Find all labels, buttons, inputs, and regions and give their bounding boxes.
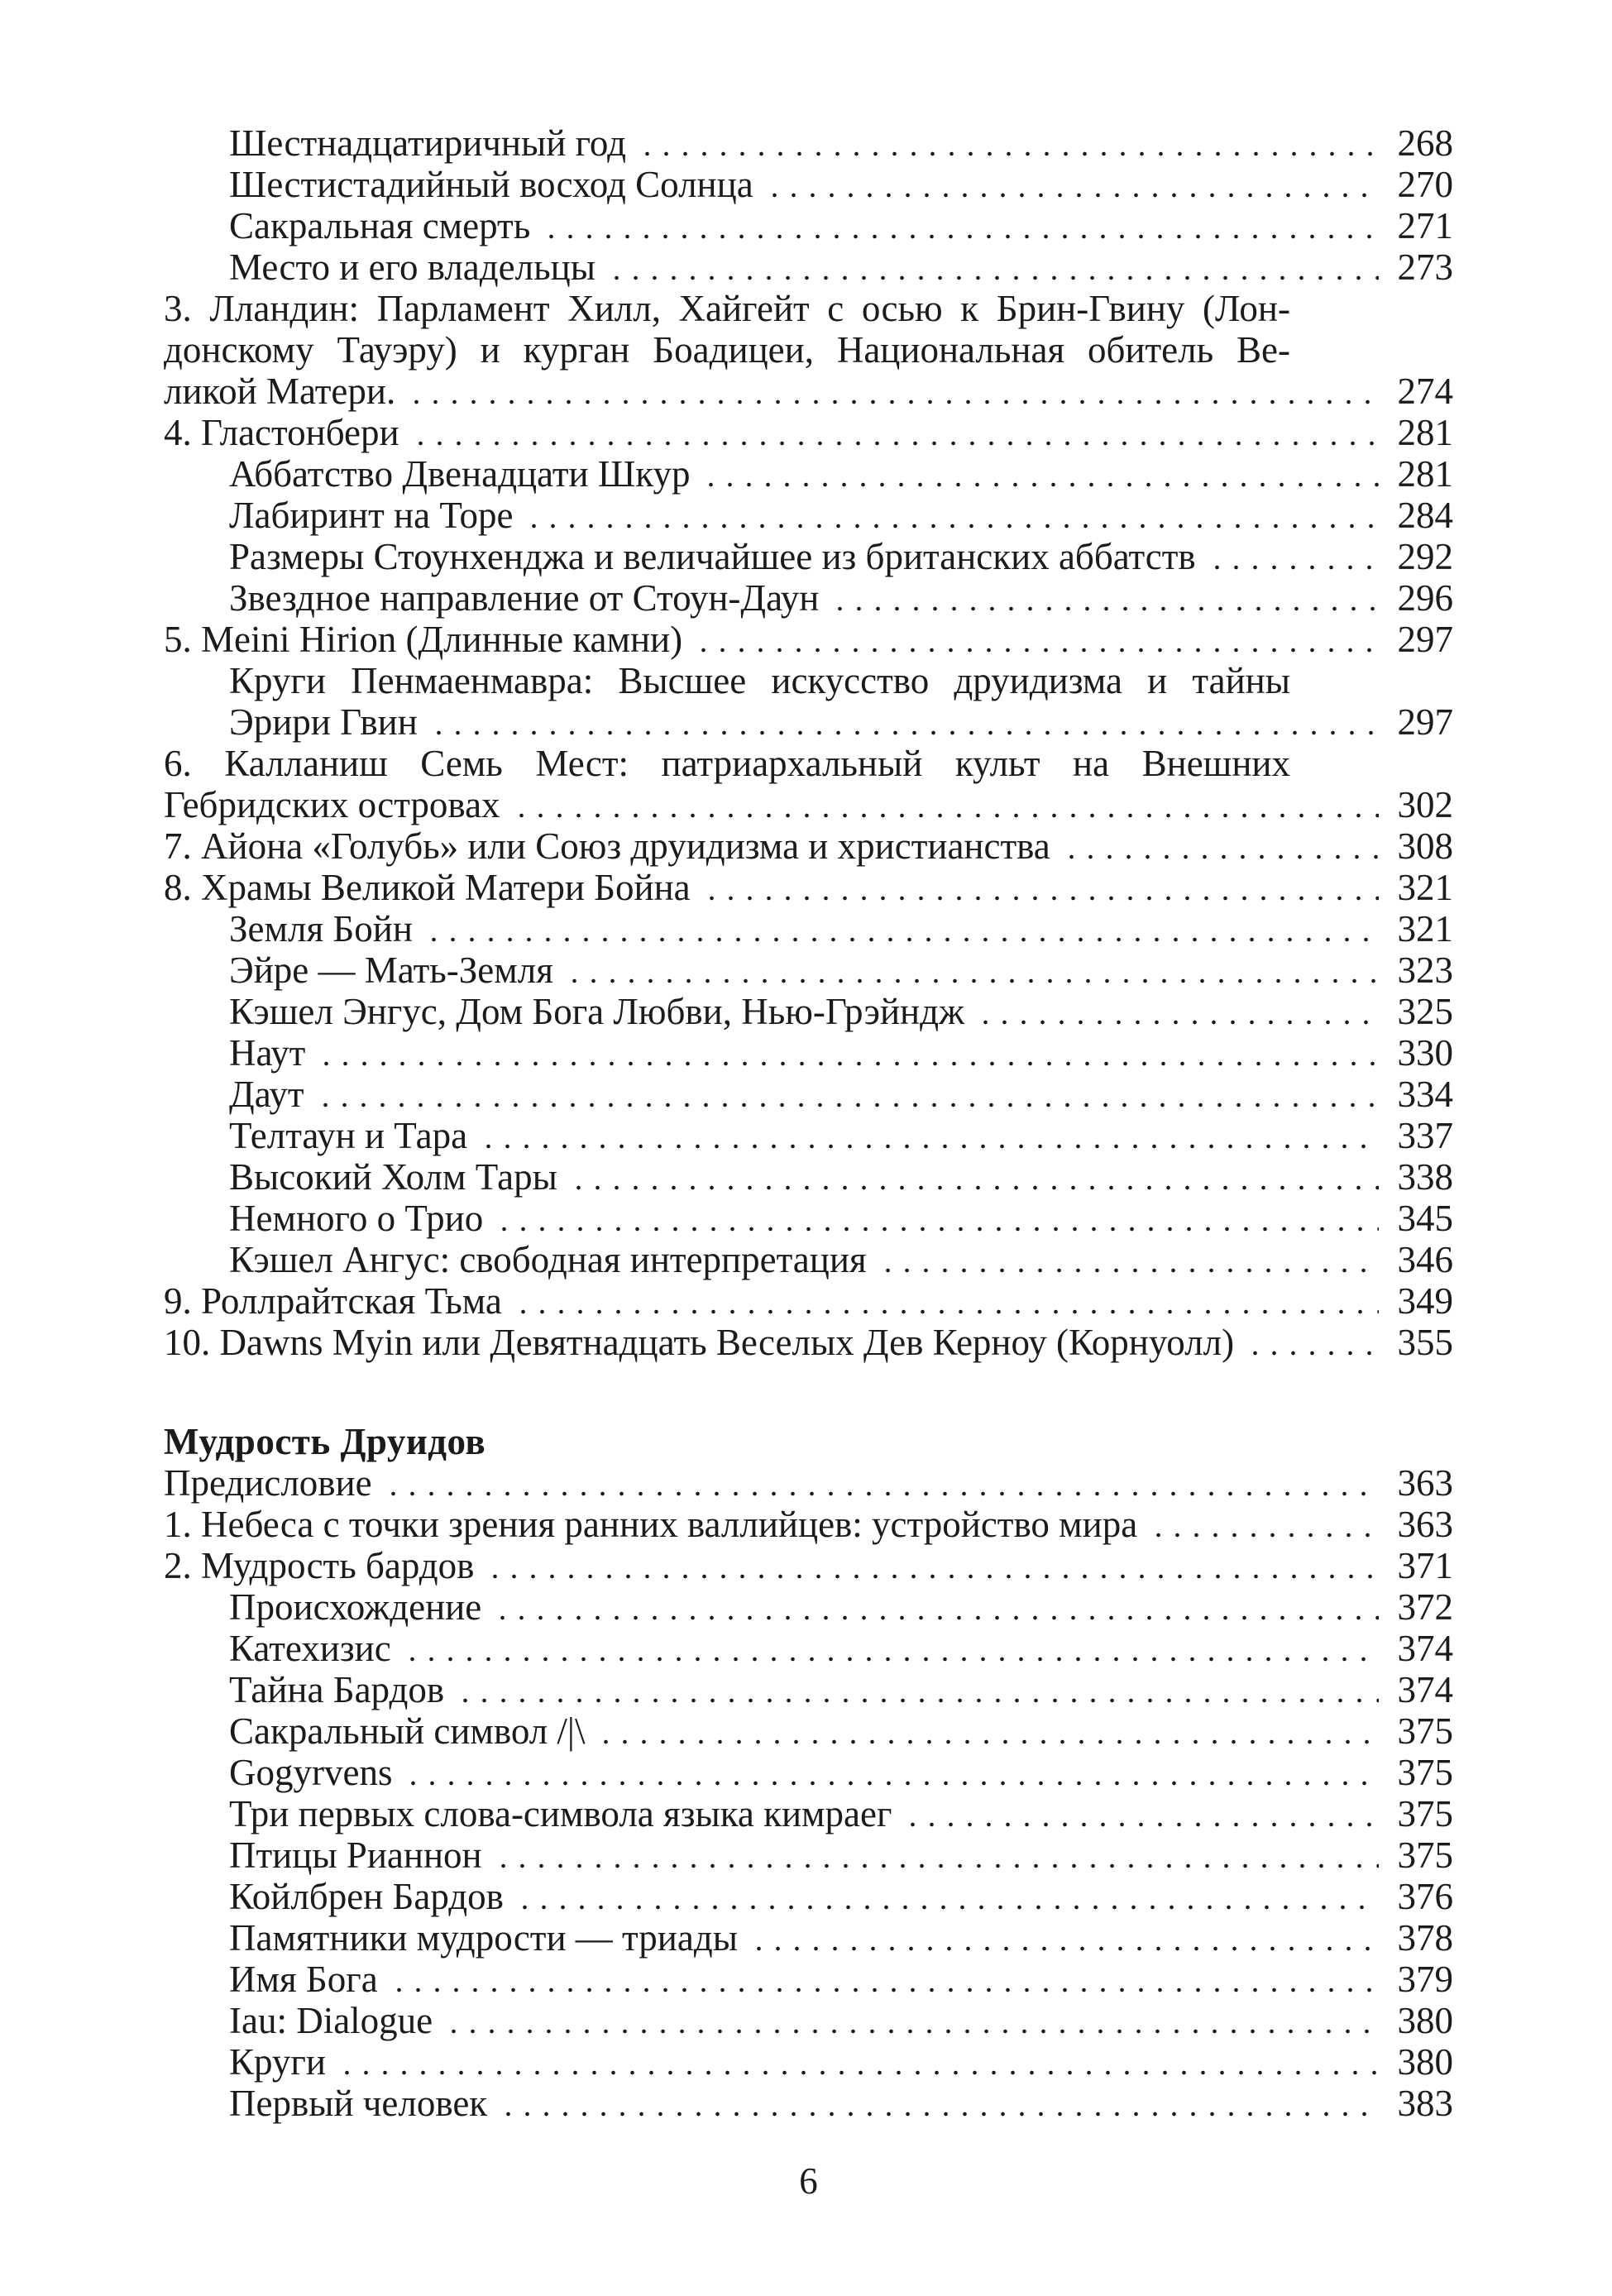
- toc-entry-line: [164, 1032, 1453, 1074]
- entry-page-number: 380: [1397, 2041, 1453, 2083]
- toc-entry-label: 1. Небеса с точки зрения ранних валлийцев: устройство мира: [164, 1504, 1138, 1545]
- dotted-leader: [1147, 1504, 1379, 1545]
- dotted-leader: [701, 867, 1379, 908]
- entry-page-number: 281: [1397, 412, 1453, 453]
- entry-page-number: 321: [1397, 867, 1453, 908]
- toc-entry-line: [164, 246, 1453, 288]
- entry-page-number: 349: [1397, 1280, 1453, 1322]
- toc-entry-line: [164, 1504, 1453, 1545]
- dotted-leader: [748, 1917, 1379, 1959]
- toc-entry-line: [164, 1752, 1453, 1793]
- toc-entry-line: [164, 908, 1453, 949]
- toc-entry-label: Немного о Трио: [229, 1198, 484, 1239]
- toc-entry-label: Шестнадцатиричный год: [229, 122, 627, 164]
- toc-entry-label: 7. Айона «Голубь» или Союз друидизма и христианства: [164, 825, 1050, 867]
- toc-entry-label: Происхождение: [229, 1586, 482, 1628]
- toc-entry-label: Птицы Рианнон: [229, 1834, 482, 1876]
- entry-page-number: 346: [1397, 1239, 1453, 1280]
- entry-page-number: 270: [1397, 164, 1453, 205]
- dotted-leader: [877, 1239, 1379, 1280]
- toc-entry-line: [164, 1669, 1453, 1710]
- dotted-leader: [314, 1074, 1379, 1115]
- folio-page-number: 6: [799, 2160, 818, 2202]
- entry-page-number: 296: [1397, 577, 1453, 619]
- toc-entry-label: 3. Лландин: Парламент Хилл, Хайгейт с осью к Брин-Гвину (Лон-: [164, 288, 1290, 329]
- dotted-leader: [405, 371, 1379, 412]
- dotted-leader: [523, 495, 1379, 536]
- dotted-leader: [401, 1628, 1379, 1669]
- dotted-leader: [315, 1032, 1379, 1074]
- toc-entry-label: Сакральный символ /|\: [229, 1710, 586, 1752]
- entry-page-number: 374: [1397, 1669, 1453, 1710]
- toc-entry-line: [164, 495, 1453, 536]
- dotted-leader: [382, 1462, 1379, 1504]
- toc-entry-label: Кэшел Энгус, Дом Бога Любви, Нью-Грэйндж: [229, 991, 965, 1032]
- toc-entry-label: Первый человек: [229, 2083, 488, 2124]
- entry-page-number: 355: [1397, 1322, 1453, 1363]
- entry-page-number: 330: [1397, 1032, 1453, 1074]
- toc-entry-line: [164, 412, 1453, 453]
- dotted-leader: [763, 164, 1379, 205]
- dotted-leader: [902, 1793, 1379, 1834]
- toc-entry-line: [164, 453, 1453, 495]
- toc-entry-label: 5. Meini Hirion (Длинные камни): [164, 619, 683, 660]
- toc-entry-line: [164, 536, 1453, 577]
- entry-page-number: 334: [1397, 1074, 1453, 1115]
- dotted-leader: [514, 1876, 1379, 1917]
- toc-entry-label: Койлбрен Бардов: [229, 1876, 504, 1917]
- entry-page-number: 302: [1397, 784, 1453, 825]
- toc-entry-line: [164, 2000, 1453, 2041]
- dotted-leader: [336, 2041, 1379, 2083]
- toc-entry-line: [164, 825, 1453, 867]
- toc-entry-label: Высокий Холм Тары: [229, 1156, 557, 1198]
- toc-entry-line: [164, 1239, 1453, 1280]
- toc-entry-label: Предисловие: [164, 1462, 372, 1504]
- toc-entry-label: донскому Тауэру) и курган Боадицеи, Национальная обитель Ве-: [164, 329, 1290, 371]
- toc-entry-label: 9. Роллрайтская Тьма: [164, 1280, 502, 1322]
- toc-entry-label: Тайна Бардов: [229, 1669, 445, 1710]
- toc-entry-line: [164, 164, 1453, 205]
- toc-entry-label: Памятники мудрости — триады: [229, 1917, 738, 1959]
- toc-entry-label: Эрири Гвин: [229, 701, 418, 743]
- entry-page-number: 372: [1397, 1586, 1453, 1628]
- toc-entry-line: [164, 371, 1453, 412]
- toc-entry-label: Gogyrvens: [229, 1752, 393, 1793]
- toc-entry-label: Кэшел Ангус: свободная интерпретация: [229, 1239, 867, 1280]
- dotted-leader: [567, 1156, 1379, 1198]
- entry-page-number: 337: [1397, 1115, 1453, 1156]
- entry-page-number: 284: [1397, 495, 1453, 536]
- dotted-leader: [829, 577, 1379, 619]
- toc-entry-label: Три первых слова-символа языка кимраег: [229, 1793, 892, 1834]
- toc-entry-line: [164, 1462, 1453, 1504]
- toc-entry-line: [164, 619, 1453, 660]
- entry-page-number: 380: [1397, 2000, 1453, 2041]
- toc-entry-label: Эйре — Мать-Земля: [229, 949, 553, 991]
- dotted-leader: [512, 1280, 1379, 1322]
- toc-entry-line: [164, 288, 1453, 329]
- toc-section: [164, 1421, 1453, 2124]
- toc-entry-label: Iau: Dialogue: [229, 2000, 433, 2041]
- toc-entry-label: Телтаун и Тара: [229, 1115, 468, 1156]
- dotted-leader: [595, 1710, 1379, 1752]
- toc-entry-label: 2. Мудрость бардов: [164, 1545, 475, 1586]
- toc-entry-label: Катехизис: [229, 1628, 391, 1669]
- entry-page-number: 338: [1397, 1156, 1453, 1198]
- entry-page-number: 323: [1397, 949, 1453, 991]
- entry-page-number: 281: [1397, 453, 1453, 495]
- toc-entry-label: Круги Пенмаенмавра: Высшее искусство друидизма и тайны: [229, 660, 1290, 701]
- toc-entry-line: [164, 122, 1453, 164]
- toc-entry-line: [164, 660, 1453, 701]
- dotted-leader: [402, 1752, 1379, 1793]
- toc-entry-label: Место и его владельцы: [229, 246, 596, 288]
- toc-entry-line: [164, 2083, 1453, 2124]
- toc-entry-label: Аббатство Двенадцати Шкур: [229, 453, 691, 495]
- dotted-leader: [442, 2000, 1379, 2041]
- dotted-leader: [1206, 536, 1379, 577]
- toc: [164, 122, 1453, 2202]
- entry-page-number: 268: [1397, 122, 1453, 164]
- dotted-leader: [477, 1115, 1379, 1156]
- section-heading: Мудрость Друидов: [164, 1421, 486, 1462]
- toc-entry-label: Размеры Стоунхенджа и величайшее из британских аббатств: [229, 536, 1196, 577]
- toc-entry-line: [164, 577, 1453, 619]
- toc-entry-line: [164, 743, 1453, 784]
- dotted-leader: [700, 453, 1379, 495]
- entry-page-number: 375: [1397, 1834, 1453, 1876]
- toc-entry-line: [164, 991, 1453, 1032]
- entry-page-number: 363: [1397, 1504, 1453, 1545]
- toc-entry-line: [164, 1876, 1453, 1917]
- dotted-leader: [540, 205, 1379, 246]
- entry-page-number: 292: [1397, 536, 1453, 577]
- toc-entry-line: [164, 1586, 1453, 1628]
- dotted-leader: [423, 908, 1379, 949]
- dotted-leader: [1060, 825, 1379, 867]
- entry-page-number: 345: [1397, 1198, 1453, 1239]
- entry-page-number: 363: [1397, 1462, 1453, 1504]
- dotted-leader: [493, 1198, 1379, 1239]
- entry-page-number: 375: [1397, 1752, 1453, 1793]
- entry-page-number: 273: [1397, 246, 1453, 288]
- page-footer: [164, 2160, 1453, 2202]
- toc-entry-line: [164, 1156, 1453, 1198]
- dotted-leader: [563, 949, 1379, 991]
- toc-entry-label: Имя Бога: [229, 1959, 378, 2000]
- entry-page-number: 297: [1397, 619, 1453, 660]
- dotted-leader: [636, 122, 1379, 164]
- toc-entry-line: [164, 1917, 1453, 1959]
- entry-page-number: 378: [1397, 1917, 1453, 1959]
- toc-entry-label: ликой Матери.: [164, 371, 396, 412]
- toc-entry-line: [164, 1115, 1453, 1156]
- toc-entry-label: Гебридских островах: [164, 784, 500, 825]
- toc-entry-line: [164, 1710, 1453, 1752]
- dotted-leader: [1244, 1322, 1379, 1363]
- toc-entry-line: [164, 784, 1453, 825]
- toc-entry-label: Земля Бойн: [229, 908, 413, 949]
- toc-entry-label: Даут: [229, 1074, 304, 1115]
- toc-entry-line: [164, 701, 1453, 743]
- toc-entry-label: Наут: [229, 1032, 306, 1074]
- toc-entry-label: Сакральная смерть: [229, 205, 531, 246]
- toc-entry-line: [164, 949, 1453, 991]
- dotted-leader: [454, 1669, 1379, 1710]
- toc-entry-label: 10. Dawns Myin или Девятнадцать Веселых Дев Керноу (Корнуолл): [164, 1322, 1235, 1363]
- dotted-leader: [491, 1586, 1379, 1628]
- dotted-leader: [974, 991, 1379, 1032]
- toc-entry-line: [164, 1280, 1453, 1322]
- entry-page-number: 379: [1397, 1959, 1453, 2000]
- toc-entry-line: [164, 2041, 1453, 2083]
- dotted-leader: [510, 784, 1379, 825]
- dotted-leader: [605, 246, 1379, 288]
- toc-entry-label: Звездное направление от Стоун-Даун: [229, 577, 820, 619]
- toc-entry-line: [164, 1959, 1453, 2000]
- dotted-leader: [388, 1959, 1379, 2000]
- entry-page-number: 374: [1397, 1628, 1453, 1669]
- entry-page-number: 308: [1397, 825, 1453, 867]
- toc-entry-label: Лабиринт на Торе: [229, 495, 514, 536]
- toc-entry-line: [164, 1198, 1453, 1239]
- entry-page-number: 321: [1397, 908, 1453, 949]
- dotted-leader: [484, 1545, 1379, 1586]
- toc-entry-line: [164, 1628, 1453, 1669]
- entry-page-number: 325: [1397, 991, 1453, 1032]
- toc-entry-line: [164, 329, 1453, 371]
- dotted-leader: [492, 1834, 1379, 1876]
- toc-entry-label: 4. Гластонбери: [164, 412, 399, 453]
- toc-entry-line: [164, 1545, 1453, 1586]
- dotted-leader: [692, 619, 1379, 660]
- entry-page-number: 376: [1397, 1876, 1453, 1917]
- dotted-leader: [409, 412, 1379, 453]
- entry-page-number: 375: [1397, 1710, 1453, 1752]
- toc-section: [164, 122, 1453, 1363]
- toc-entry-line: [164, 1074, 1453, 1115]
- entry-page-number: 297: [1397, 701, 1453, 743]
- dotted-leader: [428, 701, 1379, 743]
- entry-page-number: 383: [1397, 2083, 1453, 2124]
- toc-entry-line: [164, 1322, 1453, 1363]
- toc-entry-line: [164, 867, 1453, 908]
- toc-entry-label: 6. Калланиш Семь Мест: патриархальный культ на Внешних: [164, 743, 1290, 784]
- entry-page-number: 271: [1397, 205, 1453, 246]
- toc-entry-label: Шестистадийный восход Солнца: [229, 164, 753, 205]
- toc-entry-line: [164, 1793, 1453, 1834]
- toc-entry-line: [164, 205, 1453, 246]
- dotted-leader: [497, 2083, 1379, 2124]
- toc-entry-line: [164, 1834, 1453, 1876]
- entry-page-number: 371: [1397, 1545, 1453, 1586]
- entry-page-number: 274: [1397, 371, 1453, 412]
- toc-entry-label: 8. Храмы Великой Матери Бойна: [164, 867, 691, 908]
- entry-page-number: 375: [1397, 1793, 1453, 1834]
- toc-entry-label: Круги: [229, 2041, 326, 2083]
